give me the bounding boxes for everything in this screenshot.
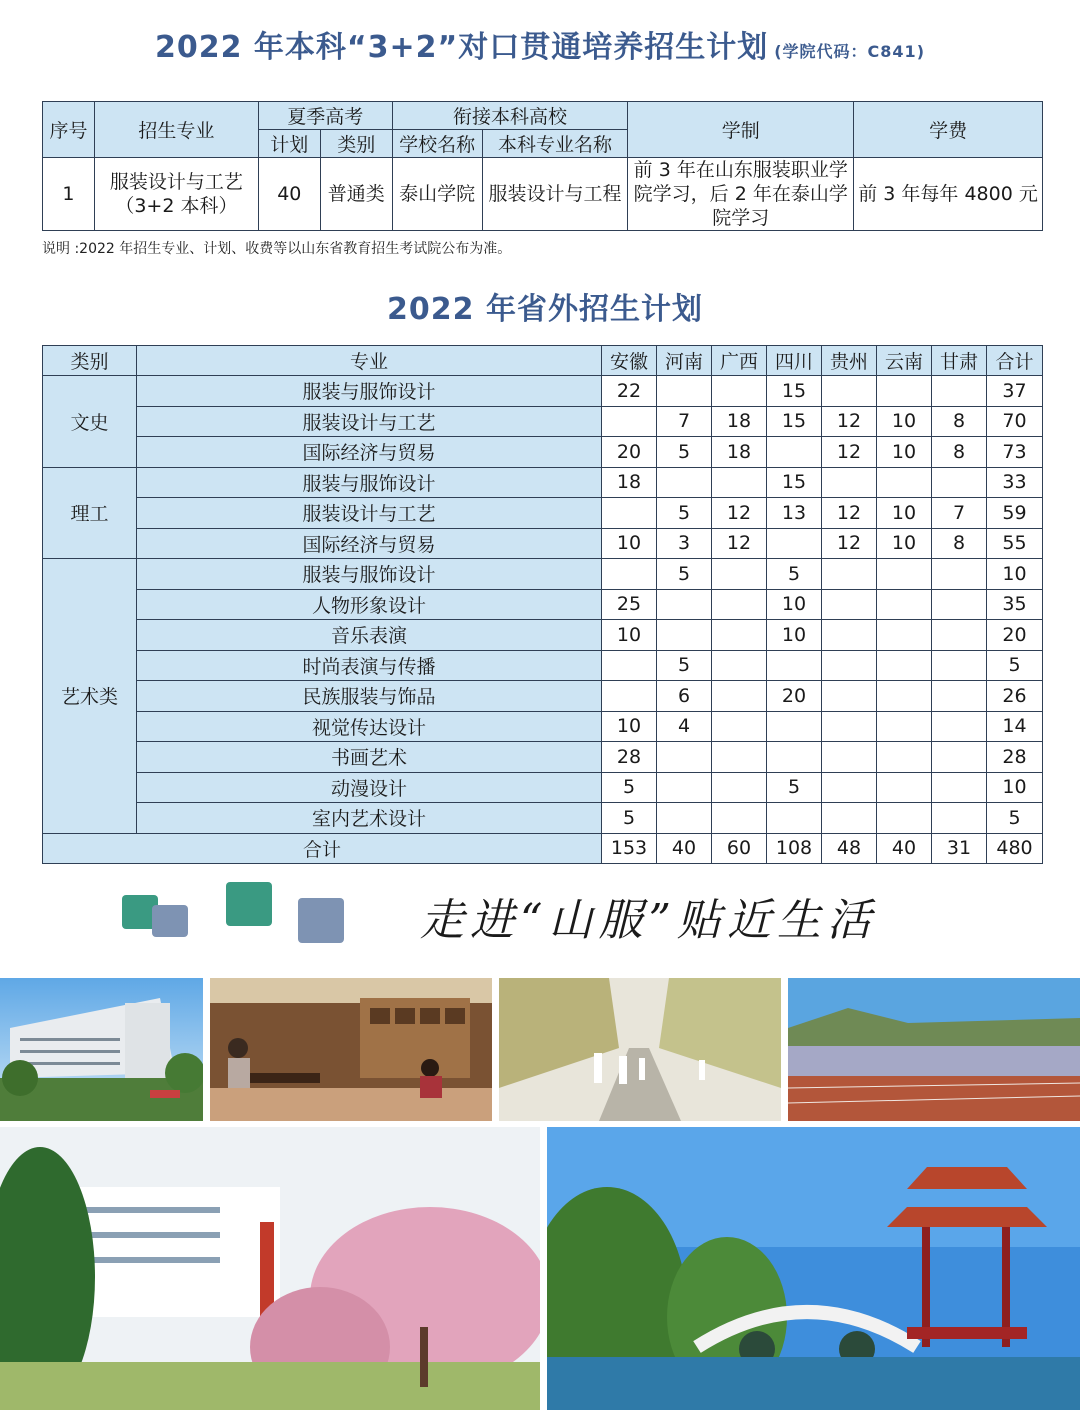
major-cell: 人物形象设计 <box>137 589 602 620</box>
value-cell <box>932 803 987 834</box>
value-cell: 12 <box>822 528 877 559</box>
table-row <box>43 620 1043 651</box>
value-cell <box>712 772 767 803</box>
photo-tree-path <box>499 978 781 1121</box>
value-cell <box>932 589 987 620</box>
photo-campus-building <box>0 978 203 1121</box>
value-cell <box>767 742 822 773</box>
value-cell: 10 <box>987 772 1043 803</box>
total-value-cell: 480 <box>987 833 1043 864</box>
value-cell: 10 <box>767 620 822 651</box>
cell-major-line1: 服装设计与工艺 <box>109 171 243 193</box>
cell-school: 泰山学院 <box>392 158 482 231</box>
value-cell: 10 <box>767 589 822 620</box>
value-cell: 12 <box>712 498 767 529</box>
cell-fee: 前 3 年每年 4800 元 <box>854 158 1043 231</box>
value-cell <box>822 559 877 590</box>
value-cell <box>877 559 932 590</box>
photo-music-room <box>210 978 492 1121</box>
value-cell: 20 <box>987 620 1043 651</box>
value-cell: 12 <box>712 528 767 559</box>
major-cell: 时尚表演与传播 <box>137 650 602 681</box>
value-cell: 22 <box>602 376 657 407</box>
cell-undergrad-major: 服装设计与工程 <box>482 158 628 231</box>
major-cell: 民族服装与饰品 <box>137 681 602 712</box>
value-cell: 26 <box>987 681 1043 712</box>
value-cell <box>877 772 932 803</box>
table-row <box>43 589 1043 620</box>
value-cell <box>657 772 712 803</box>
value-cell <box>877 742 932 773</box>
value-cell: 5 <box>987 650 1043 681</box>
value-cell: 10 <box>987 559 1043 590</box>
value-cell <box>602 406 657 437</box>
value-cell: 8 <box>932 528 987 559</box>
plan-title-3plus2 <box>0 22 1080 66</box>
total-row <box>43 833 1043 864</box>
header-linked-university: 衔接本科高校 <box>392 102 628 130</box>
value-cell <box>712 650 767 681</box>
value-cell: 15 <box>767 376 822 407</box>
value-cell: 5 <box>767 559 822 590</box>
value-cell: 15 <box>767 406 822 437</box>
value-cell: 5 <box>602 772 657 803</box>
value-cell: 18 <box>712 406 767 437</box>
value-cell <box>822 803 877 834</box>
header-duration: 学制 <box>628 102 854 158</box>
value-cell: 18 <box>602 467 657 498</box>
value-cell <box>767 650 822 681</box>
value-cell: 35 <box>987 589 1043 620</box>
table-row <box>43 376 1043 407</box>
value-cell: 10 <box>602 620 657 651</box>
value-cell <box>712 589 767 620</box>
value-cell: 10 <box>602 528 657 559</box>
value-cell <box>657 620 712 651</box>
value-cell <box>877 376 932 407</box>
header-row <box>43 346 1043 376</box>
major-cell: 国际经济与贸易 <box>137 437 602 468</box>
major-cell: 服装与服饰设计 <box>137 559 602 590</box>
value-cell <box>822 620 877 651</box>
value-cell: 5 <box>767 772 822 803</box>
value-cell: 28 <box>987 742 1043 773</box>
value-cell: 7 <box>932 498 987 529</box>
value-cell <box>602 559 657 590</box>
value-cell <box>712 681 767 712</box>
value-cell <box>602 498 657 529</box>
value-cell <box>712 467 767 498</box>
value-cell: 5 <box>987 803 1043 834</box>
value-cell <box>822 650 877 681</box>
value-cell: 10 <box>602 711 657 742</box>
value-cell <box>602 650 657 681</box>
table-row <box>43 711 1043 742</box>
title-main: 2022 年本科“3+2”对口贯通培养招生计划 <box>154 30 769 65</box>
value-cell <box>822 589 877 620</box>
value-cell <box>932 650 987 681</box>
column-header: 贵州 <box>822 346 877 376</box>
photo-blossom-trees <box>0 1127 540 1410</box>
header-fee: 学费 <box>854 102 1043 158</box>
value-cell: 18 <box>712 437 767 468</box>
value-cell <box>932 711 987 742</box>
note-text: 说明 :2022 年招生专业、计划、收费等以山东省教育招生考试院公布为准。 <box>42 241 512 257</box>
total-value-cell: 31 <box>932 833 987 864</box>
column-header: 专业 <box>137 346 602 376</box>
value-cell <box>822 681 877 712</box>
value-cell <box>657 589 712 620</box>
table-row <box>43 528 1043 559</box>
value-cell <box>932 467 987 498</box>
cell-seq: 1 <box>43 158 95 231</box>
major-cell: 服装设计与工艺 <box>137 498 602 529</box>
value-cell <box>712 559 767 590</box>
value-cell <box>932 376 987 407</box>
cell-major-line2: （3+2 本科） <box>115 195 238 217</box>
slogan: 走进“山服”贴近生活 <box>420 895 877 946</box>
total-value-cell: 108 <box>767 833 822 864</box>
value-cell <box>877 803 932 834</box>
value-cell: 15 <box>767 467 822 498</box>
value-cell <box>767 803 822 834</box>
value-cell <box>822 742 877 773</box>
value-cell <box>657 742 712 773</box>
table-row <box>43 650 1043 681</box>
table-row <box>43 406 1043 437</box>
value-cell: 5 <box>657 437 712 468</box>
table-3plus2-plan <box>42 101 1043 231</box>
value-cell: 10 <box>877 528 932 559</box>
cell-duration: 前 3 年在山东服装职业学院学习，后 2 年在泰山学院学习 <box>628 158 854 231</box>
photo-sports-field <box>788 978 1080 1121</box>
value-cell <box>932 742 987 773</box>
column-header: 云南 <box>877 346 932 376</box>
column-header: 广西 <box>712 346 767 376</box>
value-cell: 3 <box>657 528 712 559</box>
value-cell <box>877 620 932 651</box>
total-label: 合计 <box>43 833 602 864</box>
value-cell: 5 <box>657 498 712 529</box>
column-header: 河南 <box>657 346 712 376</box>
table-row <box>43 158 1043 231</box>
value-cell: 59 <box>987 498 1043 529</box>
major-cell: 音乐表演 <box>137 620 602 651</box>
value-cell <box>932 620 987 651</box>
table-row <box>43 742 1043 773</box>
value-cell <box>657 803 712 834</box>
value-cell <box>712 376 767 407</box>
value-cell <box>602 681 657 712</box>
column-header: 合计 <box>987 346 1043 376</box>
value-cell <box>822 711 877 742</box>
value-cell: 37 <box>987 376 1043 407</box>
value-cell: 5 <box>657 650 712 681</box>
table-row <box>43 772 1043 803</box>
header-major: 招生专业 <box>94 102 258 158</box>
value-cell: 73 <box>987 437 1043 468</box>
value-cell: 20 <box>767 681 822 712</box>
category-cell: 理工 <box>43 467 137 559</box>
value-cell: 5 <box>657 559 712 590</box>
table-row <box>43 681 1043 712</box>
table-row <box>43 498 1043 529</box>
value-cell <box>712 742 767 773</box>
total-value-cell: 40 <box>877 833 932 864</box>
total-value-cell: 153 <box>602 833 657 864</box>
header-summer-exam: 夏季高考 <box>258 102 392 130</box>
total-value-cell: 60 <box>712 833 767 864</box>
value-cell: 5 <box>602 803 657 834</box>
value-cell <box>767 437 822 468</box>
value-cell <box>877 467 932 498</box>
value-cell <box>932 559 987 590</box>
value-cell <box>657 376 712 407</box>
value-cell: 55 <box>987 528 1043 559</box>
value-cell: 7 <box>657 406 712 437</box>
value-cell <box>712 620 767 651</box>
decor-square-teal-2 <box>226 882 272 926</box>
header-type: 类别 <box>320 130 392 158</box>
value-cell <box>877 589 932 620</box>
major-cell: 服装与服饰设计 <box>137 467 602 498</box>
table-row <box>43 467 1043 498</box>
value-cell: 33 <box>987 467 1043 498</box>
major-cell: 书画艺术 <box>137 742 602 773</box>
major-cell: 服装与服饰设计 <box>137 376 602 407</box>
value-cell: 10 <box>877 406 932 437</box>
value-cell: 70 <box>987 406 1043 437</box>
value-cell: 8 <box>932 406 987 437</box>
value-cell <box>877 681 932 712</box>
value-cell <box>932 772 987 803</box>
value-cell <box>767 711 822 742</box>
table-row <box>43 803 1043 834</box>
major-cell: 服装设计与工艺 <box>137 406 602 437</box>
value-cell: 20 <box>602 437 657 468</box>
decor-square-slate-1 <box>152 905 188 937</box>
value-cell <box>822 772 877 803</box>
cell-type: 普通类 <box>320 158 392 231</box>
value-cell: 12 <box>822 437 877 468</box>
column-header: 类别 <box>43 346 137 376</box>
plan-title-out-of-province: 2022 年省外招生计划 <box>387 292 703 327</box>
table-out-of-province-plan <box>42 345 1043 864</box>
major-cell: 动漫设计 <box>137 772 602 803</box>
value-cell: 12 <box>822 498 877 529</box>
category-cell: 艺术类 <box>43 559 137 834</box>
value-cell: 28 <box>602 742 657 773</box>
value-cell <box>822 376 877 407</box>
value-cell <box>877 650 932 681</box>
column-header: 安徽 <box>602 346 657 376</box>
table-row <box>43 437 1043 468</box>
photo-pavilion-bridge <box>547 1127 1080 1410</box>
value-cell: 8 <box>932 437 987 468</box>
decor-square-slate-2 <box>298 898 344 943</box>
value-cell: 13 <box>767 498 822 529</box>
value-cell <box>822 467 877 498</box>
college-code: (学院代码：C841) <box>774 42 926 61</box>
major-cell: 视觉传达设计 <box>137 711 602 742</box>
major-cell: 室内艺术设计 <box>137 803 602 834</box>
cell-major <box>94 158 258 231</box>
value-cell <box>712 711 767 742</box>
category-cell: 文史 <box>43 376 137 468</box>
value-cell: 10 <box>877 498 932 529</box>
header-seq: 序号 <box>43 102 95 158</box>
value-cell: 4 <box>657 711 712 742</box>
value-cell: 14 <box>987 711 1043 742</box>
header-school-name: 学校名称 <box>392 130 482 158</box>
header-undergrad-major: 本科专业名称 <box>482 130 628 158</box>
value-cell: 6 <box>657 681 712 712</box>
column-header: 甘肃 <box>932 346 987 376</box>
value-cell: 12 <box>822 406 877 437</box>
value-cell: 25 <box>602 589 657 620</box>
header-plan: 计划 <box>258 130 320 158</box>
total-value-cell: 40 <box>657 833 712 864</box>
value-cell <box>877 711 932 742</box>
cell-plan: 40 <box>258 158 320 231</box>
value-cell: 10 <box>877 437 932 468</box>
major-cell: 国际经济与贸易 <box>137 528 602 559</box>
value-cell <box>932 681 987 712</box>
total-value-cell: 48 <box>822 833 877 864</box>
value-cell <box>767 528 822 559</box>
value-cell <box>657 467 712 498</box>
value-cell <box>712 803 767 834</box>
column-header: 四川 <box>767 346 822 376</box>
table-row <box>43 559 1043 590</box>
